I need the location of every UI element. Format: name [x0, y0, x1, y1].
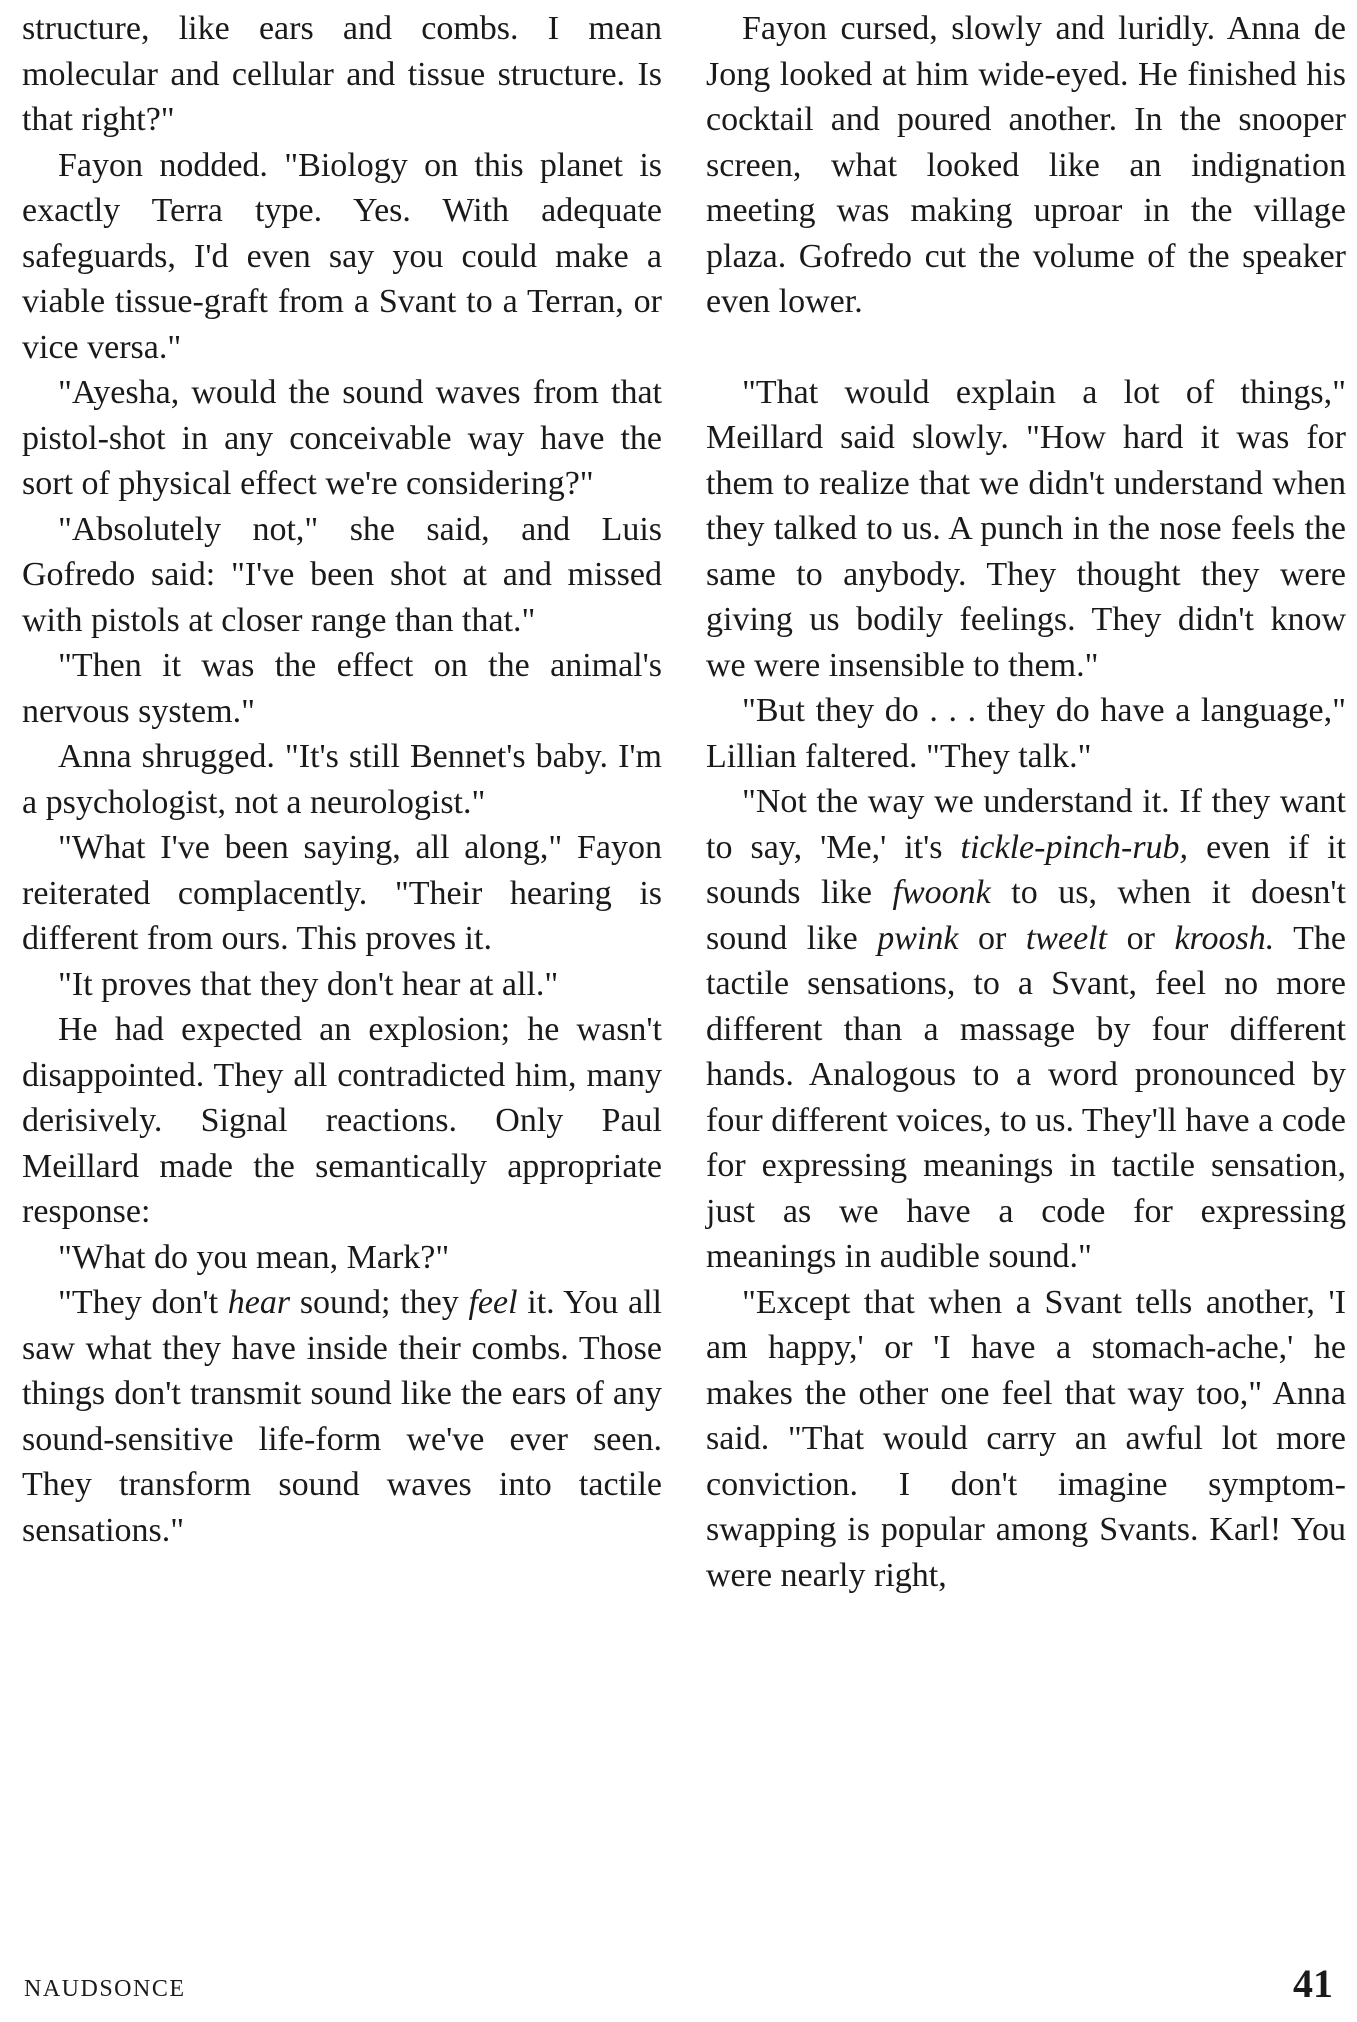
paragraph: Anna shrugged. "It's still Bennet's baby. I'm a psychologist, not a neurologist." — [22, 738, 662, 821]
italic-word: feel — [468, 1284, 518, 1321]
text-run: "They don't — [58, 1284, 228, 1321]
paragraph: Fayon cursed, slowly and luridly. Anna de Jong looked at him wide-eyed. He finished his cocktail and poured another. In the snooper screen, what looked like an indignation meeting was making uproar in the village plaza. Gofredo cut the volume of the speaker even lower. — [706, 10, 1346, 320]
text-run: even if it sounds like — [706, 828, 1347, 911]
paragraph: Fayon nodded. "Biology on this planet is exactly Terra type. Yes. With adequate safeguards, I'd even say you could make a viable tissue-graft from a Svant to a Terran, or vice versa." — [22, 146, 662, 366]
paragraph: "What I've been saying, all along," Fayon reiterated complacently. "Their hearing is different from ours. This proves it. — [22, 829, 662, 957]
italic-word: pwink — [877, 919, 959, 957]
italic-word: tweelt — [1025, 919, 1108, 957]
paragraph: "Then it was the effect on the animal's nervous system." — [22, 647, 662, 730]
paragraph: He had expected an explosion; he wasn't disappointed. They all contradicted him, many derisively. Signal reactions. Only Paul Meillard made the semantically appropriate response: — [22, 1011, 662, 1230]
paragraph: "Ayesha, would the sound waves from that pistol-shot in any conceivable way have the sort of physical effect we're considering?" — [22, 374, 662, 502]
paragraph-with-italics — [706, 779, 1346, 1280]
paragraph: "Except that when a Svant tells another, 'I am happy,' or 'I have a stomach-ache,' he makes the other one feel that way too," Anna said. "That would carry an awful lot more conviction. I don't imagine symptom-swapping is popular among Svants. Karl! You were nearly right, — [706, 1283, 1346, 1594]
paragraph: "Absolutely not," she said, and Luis Gofredo said: "I've been shot at and missed with pistols at closer range than that." — [22, 510, 662, 639]
right-text-column — [706, 6, 1346, 1598]
text-run: The tactile sensations, to a Svant, feel no more different than a massage by four different hands. Analogous to a word pronounced by four different voices, to us. They'll have a code for expressing meanings in tactile sensation, just as we have a code for expressing meanings in audible sound." — [706, 919, 1347, 1275]
paragraph: "But they do . . . they do have a language," Lillian faltered. "They talk." — [706, 692, 1346, 775]
text-run: or — [1107, 919, 1175, 957]
paragraph: structure, like ears and combs. I mean molecular and cellular and tissue structure. Is that right?" — [22, 10, 662, 138]
page-number: 41 — [1293, 1961, 1333, 2006]
text-run: to us, when it doesn't sound like — [706, 874, 1346, 957]
italic-word: fwoonk — [892, 874, 991, 911]
italic-word: tickle-pinch-rub, — [960, 828, 1189, 866]
paragraph: "That would explain a lot of things," Meillard said slowly. "How hard it was for them to realize that we didn't understand when they talked to us. A punch in the nose feels the same to anybody. They thought they were giving us bodily feelings. They didn't know we were insensible to them." — [706, 373, 1346, 684]
text-run: "Not the way we understand it. If they want to say, 'Me,' it's — [706, 783, 1346, 866]
italic-word: hear — [227, 1284, 291, 1321]
paragraph: "What do you mean, Mark?" — [58, 1238, 450, 1276]
paragraph: "It proves that they don't hear at all." — [58, 965, 559, 1003]
text-run: or — [958, 919, 1026, 957]
text-run: sound; they — [290, 1284, 469, 1321]
italic-word: kroosh. — [1174, 919, 1275, 957]
left-text-column — [22, 6, 662, 1553]
running-title: NAUDSONCE — [24, 1976, 186, 2002]
text-run: it. You all saw what they have inside their combs. Those things don't transmit sound like the ears of any sound-sensitive life-form we've ever seen. They transform sound waves into tactile sensations." — [22, 1284, 663, 1549]
paragraph-with-italics — [22, 1280, 662, 1553]
